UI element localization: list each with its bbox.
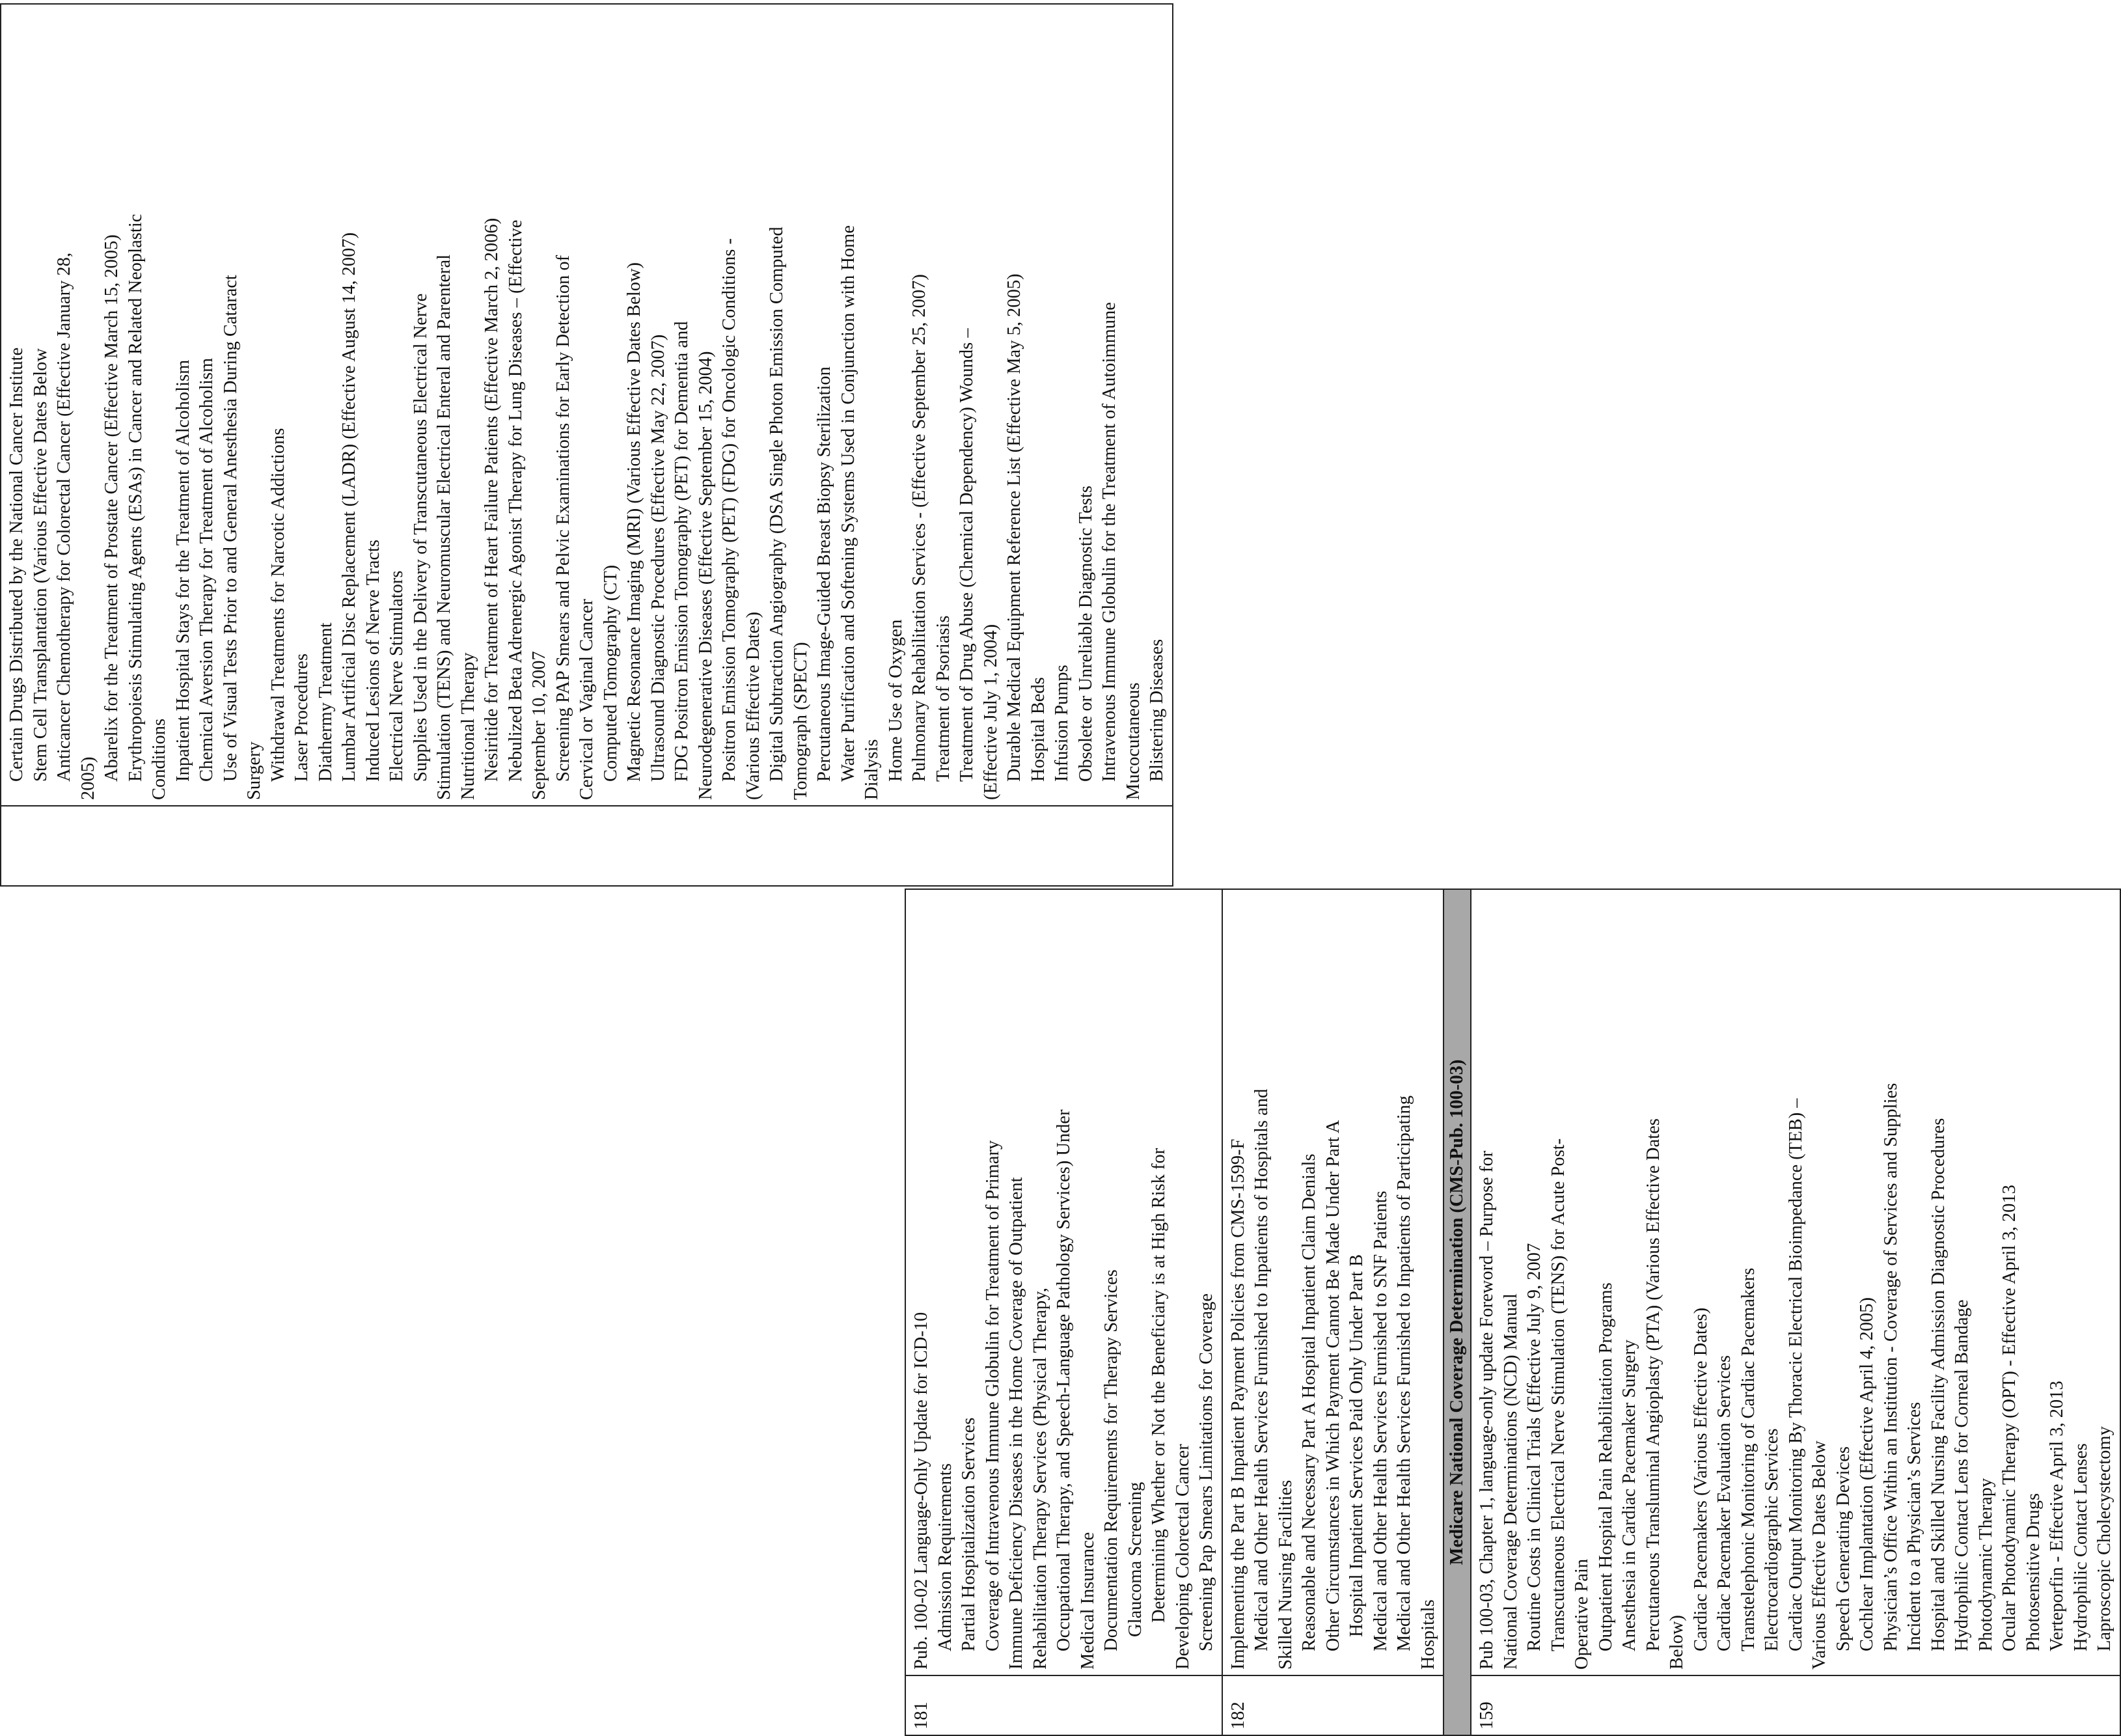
topic-item: Mucocutaneous xyxy=(1123,682,1143,800)
topic-item: Diathermy Treatment xyxy=(315,622,336,782)
table-row xyxy=(905,889,1222,1735)
topic-item: Abarelix for the Treatment of Prostate Cancer (Effective March 15, 2005) xyxy=(102,234,122,782)
topic-item: Other Circumstances in Which Payment Cannot Be Made Under Part A xyxy=(1322,1120,1343,1651)
topic-list xyxy=(1471,889,2120,1675)
topic-item: Anesthesia in Cardiac Pacemaker Surgery xyxy=(1619,1339,1639,1651)
topic-item: September 10, 2007 xyxy=(529,651,549,800)
topic-item: (Various Effective Dates) xyxy=(743,611,763,800)
topic-item: Infusion Pumps xyxy=(1052,665,1072,782)
topic-item: Hydrophilic Contact Lenses xyxy=(2070,1443,2091,1651)
topic-item: Occupational Therapy, and Speech-Language Pathology Services) Under xyxy=(1054,1109,1074,1651)
topic-item: Transtelephonic Monitoring of Cardiac Pacemakers xyxy=(1738,1267,1758,1651)
topic-item: Obsolete or Unreliable Diagnostic Tests xyxy=(1075,486,1096,782)
topic-list xyxy=(1222,889,1444,1675)
left-page-table xyxy=(905,889,2121,1736)
topic-item: Various Effective Dates Below xyxy=(1809,1440,1829,1670)
topic-item: Documentation Requirements for Therapy Services xyxy=(1101,1269,1121,1651)
topic-item: Hospital and Skilled Nursing Facility Admission Diagnostic Procedures xyxy=(1928,1118,1949,1651)
topic-item: Admission Requirements xyxy=(935,1463,955,1651)
topic-item: Screening PAP Smears and Pelvic Examinations for Early Detection of xyxy=(553,255,573,782)
topic-item: Percutaneous Transluminal Angioplasty (PTA) (Various Effective Dates xyxy=(1643,1118,1663,1651)
topic-item: Home Use of Oxygen xyxy=(885,619,906,782)
topic-item: Reasonable and Necessary Part A Hospital Inpatient Claim Denials xyxy=(1299,1153,1319,1651)
topic-item: Nesiritide for Treatment of Heart Failure Patients (Effective March 2, 2006) xyxy=(482,217,502,782)
topic-item: 2005) xyxy=(77,756,98,800)
topic-item: Water Purification and Softening Systems Used in Conjunction with Home xyxy=(838,225,858,782)
topic-item: Medical and Other Health Services Furnished to Inpatients of Participating xyxy=(1394,1095,1414,1651)
change-request-number: 182 xyxy=(1222,1675,1444,1735)
topic-item: FDG Positron Emission Tomography (PET) for Dementia and xyxy=(672,321,692,782)
change-request-number: 159 xyxy=(1471,1675,2120,1735)
topic-item: Positron Emission Tomography (PET) (FDG) for Oncologic Conditions - xyxy=(719,238,739,782)
topic-item: Speech Generating Devices xyxy=(1833,1446,1854,1651)
topic-item: Partial Hospitalization Services xyxy=(959,1417,979,1651)
topic-item: Below) xyxy=(1667,1615,1687,1670)
topic-item: Cardiac Output Monitoring By Thoracic Electrical Bioimpedance (TEB) – xyxy=(1785,1098,1806,1651)
right-page-table xyxy=(0,3,1173,887)
topic-item: Tomograph (SPECT) xyxy=(790,642,811,800)
topic-item: Hospital Beds xyxy=(1028,677,1048,782)
topic-item: Hospital Inpatient Services Paid Only Under Part B xyxy=(1347,1254,1367,1637)
topic-item: Photodynamic Therapy xyxy=(1975,1478,1996,1651)
topic-item: Treatment of Drug Abuse (Chemical Dependency) Wounds – xyxy=(957,328,977,782)
topic-item: National Coverage Determinations (NCD) Manual xyxy=(1500,1293,1521,1670)
section-header: Medicare National Coverage Determination (CMS-Pub. 100-03) xyxy=(1444,889,1471,1735)
topic-item: Determining Whether or Not the Beneficiary is at High Risk for xyxy=(1149,1148,1169,1623)
topic-item: Conditions xyxy=(149,718,169,800)
change-request-number xyxy=(1,806,1173,886)
topic-item: Anticancer Chemotherapy for Colorectal Cancer (Effective January 28, xyxy=(54,253,74,782)
topic-item: Coverage of Intravenous Immune Globulin for Treatment of Primary xyxy=(982,1140,1003,1651)
topic-item: Nebulized Beta Adrenergic Agonist Therapy for Lung Diseases – (Effective xyxy=(505,219,526,782)
topic-item: Computed Tomography (CT) xyxy=(600,564,621,782)
topic-item: Rehabilitation Therapy Services (Physical Therapy, xyxy=(1030,1288,1050,1670)
topic-item: Withdrawal Treatments for Narcotic Addictions xyxy=(267,428,288,782)
topic-item: Durable Medical Equipment Reference List (Effective May 5, 2005) xyxy=(1004,273,1024,782)
topic-item: Cochlear Implantation (Effective April 4, 2005) xyxy=(1857,1297,1877,1651)
topic-item: Inpatient Hospital Stays for the Treatment of Alcoholism xyxy=(172,359,193,782)
topic-item: Skilled Nursing Facilities xyxy=(1275,1480,1296,1670)
section-header-row xyxy=(1444,889,1471,1735)
topic-item: Routine Costs in Clinical Trials (Effective July 9, 2007 xyxy=(1524,1243,1544,1651)
topic-heading: Pub 100-03, Chapter 1, language-only update Foreword – Purpose for xyxy=(1477,1150,1497,1670)
topic-item: Intravenous Immune Globulin for the Treatment of Autoimmune xyxy=(1099,302,1119,782)
change-request-number: 181 xyxy=(905,1675,1222,1735)
topic-item: (Effective July 1, 2004) xyxy=(980,624,1001,800)
topic-item: Medical and Other Health Services Furnished to SNF Patients xyxy=(1370,1191,1391,1651)
topic-item: Ultrasound Diagnostic Procedures (Effective May 22, 2007) xyxy=(648,334,668,782)
table-row xyxy=(1222,889,1444,1735)
topic-heading: Implementing the Part B Inpatient Payment Policies from CMS-1599-F xyxy=(1227,1138,1248,1670)
topic-item: Dialysis xyxy=(862,739,882,800)
topic-item: Laproscopic Cholecystectomy xyxy=(2094,1426,2114,1651)
topic-item: Neurodegenerative Diseases (Effective September 15, 2004) xyxy=(695,351,716,800)
topic-item: Ocular Photodynamic Therapy (OPT) - Effective April 3, 2013 xyxy=(1999,1185,2019,1651)
topic-item: Cervical or Vaginal Cancer xyxy=(577,599,597,800)
topic-item: Hospitals xyxy=(1417,1599,1438,1670)
topic-item: Immune Deficiency Diseases in the Home Coverage of Outpatient xyxy=(1006,1177,1026,1670)
topic-item: Supplies Used in the Delivery of Transcutaneous Electrical Nerve xyxy=(410,293,431,782)
topic-item: Transcutaneous Electrical Nerve Stimulation (TENS) for Acute Post- xyxy=(1548,1138,1568,1651)
table-row xyxy=(1471,889,2120,1735)
topic-item: Electrocardiographic Services xyxy=(1762,1428,1782,1651)
topic-item: Stimulation (TENS) and Neuromuscular Electrical Enteral and Parenteral xyxy=(434,254,454,800)
topic-item: Photosensitive Drugs xyxy=(2023,1493,2044,1651)
topic-item: Lumbar Artificial Disc Replacement (LADR) (Effective August 14, 2007) xyxy=(339,232,359,782)
topic-item: Stem Cell Transplantation (Various Effective Dates Below xyxy=(30,348,51,782)
topic-item: Medical and Other Health Services Furnished to Inpatients of Hospitals and xyxy=(1252,1088,1272,1651)
topic-item: Hydrophilic Contact Lens for Corneal Bandage xyxy=(1952,1299,1972,1651)
table-row xyxy=(1,4,1173,886)
topic-item: Percutaneous Image-Guided Breast Biopsy Sterilization xyxy=(814,366,834,782)
topic-item: Developing Colorectal Cancer xyxy=(1172,1444,1193,1670)
topic-item: Nutritional Therapy xyxy=(458,652,478,800)
topic-item: Cardiac Pacemakers (Various Effective Dates) xyxy=(1690,1307,1711,1651)
topic-item: Certain Drugs Distributed by the National Cancer Institute xyxy=(7,347,27,782)
topic-list xyxy=(905,889,1222,1675)
topic-heading: Pub. 100-02 Language-Only Update for ICD-10 xyxy=(911,1312,931,1670)
topic-item: Outpatient Hospital Pain Rehabilitation Programs xyxy=(1595,1282,1616,1651)
topic-item: Blistering Diseases xyxy=(1147,639,1167,782)
topic-item: Physician’s Office Within an Institution - Coverage of Services and Supplies xyxy=(1880,1082,1901,1651)
topic-item: Laser Procedures xyxy=(292,653,312,782)
topic-item: Surgery xyxy=(244,741,264,800)
topic-item: Induced Lesions of Nerve Tracts xyxy=(363,539,383,782)
topic-item: Pulmonary Rehabilitation Services - (Effective September 25, 2007) xyxy=(909,274,929,782)
topic-item: Digital Subtraction Angiography (DSA Single Photon Emission Computed xyxy=(767,227,787,782)
topic-item: Operative Pain xyxy=(1572,1558,1592,1670)
topic-item: Erythropoiesis Stimulating Agents (ESAs) in Cancer and Related Neoplastic xyxy=(125,214,146,782)
topic-item: Cardiac Pacemaker Evaluation Services xyxy=(1714,1355,1734,1651)
topic-item: Electrical Nerve Stimulators xyxy=(387,570,407,782)
topic-item: Use of Visual Tests Prior to and General Anesthesia During Cataract xyxy=(220,275,241,782)
topic-item: Chemical Aversion Therapy for Treatment of Alcoholism xyxy=(197,357,217,782)
topic-item: Incident to a Physician’s Services xyxy=(1904,1401,1924,1651)
topic-item: Medical Insurance xyxy=(1077,1532,1098,1670)
topic-item: Verteporfin - Effective April 3, 2013 xyxy=(2047,1381,2067,1651)
topic-item: Magnetic Resonance Imaging (MRI) (Various Effective Dates Below) xyxy=(624,262,644,782)
topic-item: Treatment of Psoriasis xyxy=(933,615,953,782)
topic-item: Screening Pap Smears Limitations for Coverage xyxy=(1196,1293,1216,1651)
topic-list xyxy=(1,4,1173,806)
topic-item: Glaucoma Screening xyxy=(1125,1481,1145,1637)
